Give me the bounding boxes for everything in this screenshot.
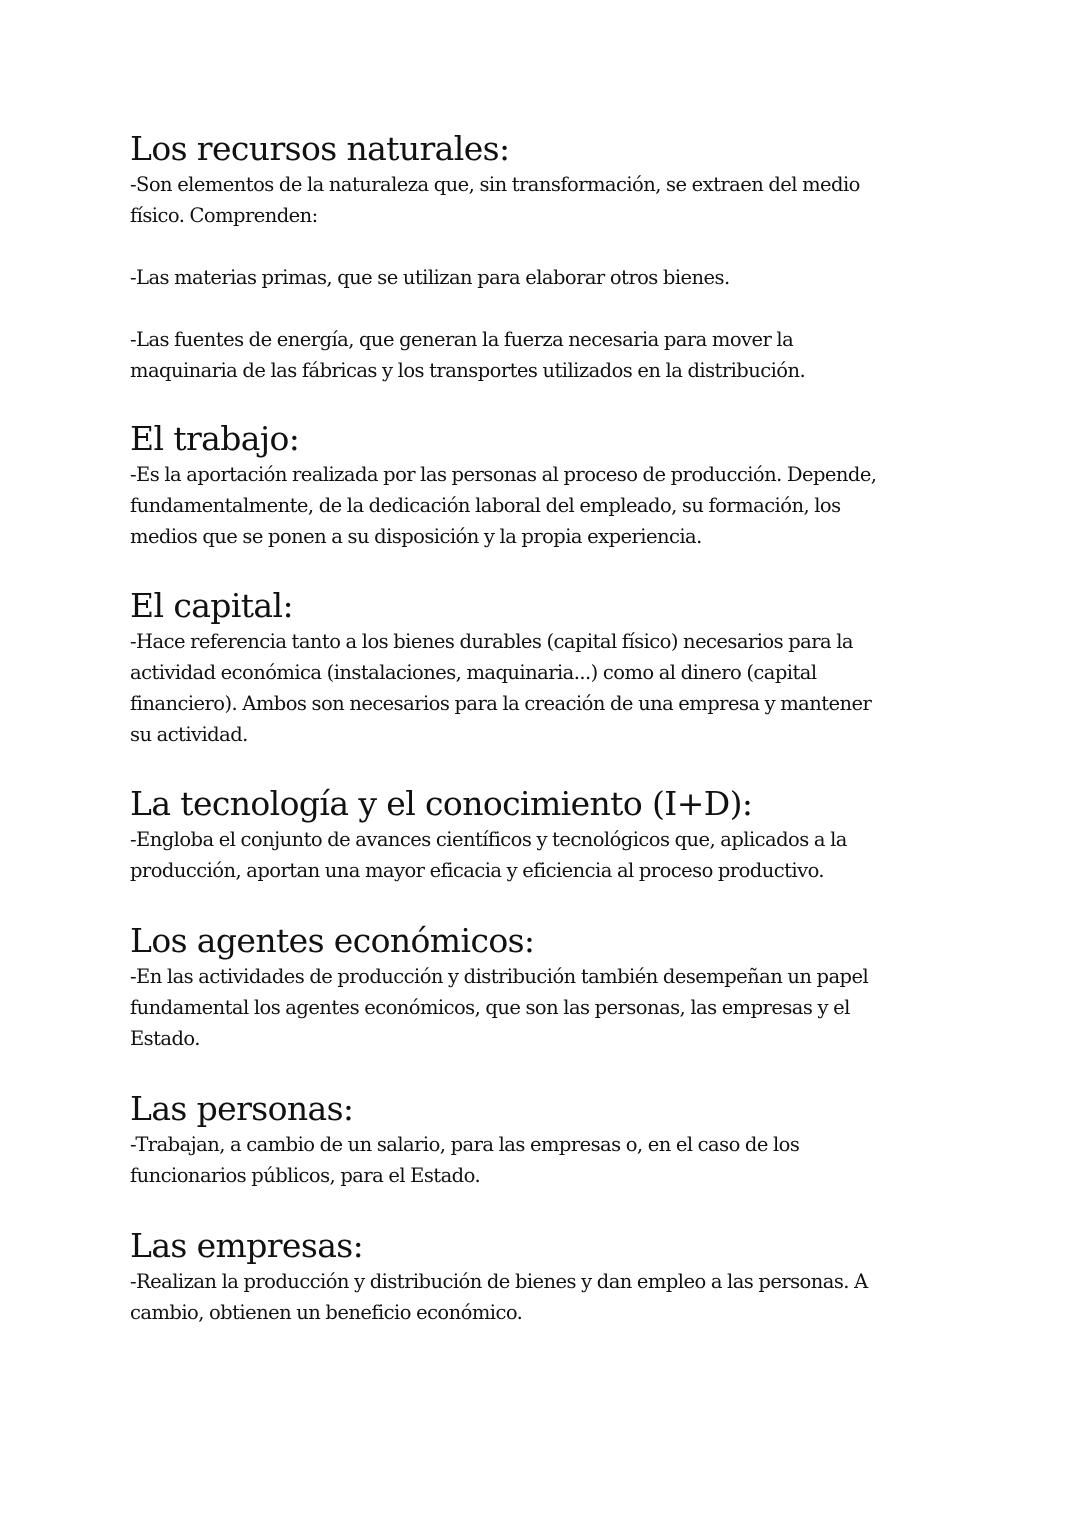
text-line: su actividad.: [130, 723, 248, 746]
paragraph: [130, 1129, 950, 1191]
section-heading: El trabajo:: [130, 419, 300, 458]
section-heading: Los recursos naturales:: [130, 129, 510, 168]
text-line: actividad económica (instalaciones, maquinaria...) como al dinero (capital: [130, 661, 817, 684]
section-agentes-economicos: [130, 921, 950, 1054]
paragraph: [130, 324, 950, 386]
text-line: medios que se ponen a su disposición y la propia experiencia.: [130, 525, 702, 548]
paragraph: [130, 169, 950, 231]
text-line: -Trabajan, a cambio de un salario, para las empresas o, en el caso de los: [130, 1133, 800, 1156]
text-line: -Son elementos de la naturaleza que, sin transformación, se extraen del medio: [130, 173, 860, 196]
section-heading: Los agentes económicos:: [130, 921, 535, 960]
text-line: -Hace referencia tanto a los bienes durables (capital físico) necesarios para la: [130, 630, 853, 653]
text-line: fundamental los agentes económicos, que son las personas, las empresas y el: [130, 996, 850, 1019]
text-line: -En las actividades de producción y distribución también desempeñan un papel: [130, 965, 869, 988]
section-personas: [130, 1089, 950, 1191]
text-line: -Las materias primas, que se utilizan para elaborar otros bienes.: [130, 266, 730, 289]
text-line: fundamentalmente, de la dedicación laboral del empleado, su formación, los: [130, 494, 841, 517]
text-line: -Es la aportación realizada por las personas al proceso de producción. Depende,: [130, 463, 877, 486]
paragraph: [130, 1266, 950, 1328]
paragraph: [130, 626, 950, 750]
text-line: -Realizan la producción y distribución de bienes y dan empleo a las personas. A: [130, 1270, 868, 1293]
text-line: funcionarios públicos, para el Estado.: [130, 1164, 481, 1187]
paragraph: [130, 459, 950, 552]
section-empresas: [130, 1226, 950, 1328]
section-trabajo: [130, 419, 950, 552]
text-line: Estado.: [130, 1027, 200, 1050]
text-line: -Las fuentes de energía, que generan la fuerza necesaria para mover la: [130, 328, 794, 351]
section-heading: Las empresas:: [130, 1226, 364, 1265]
text-line: físico. Comprenden:: [130, 204, 318, 227]
text-line: cambio, obtienen un beneficio económico.: [130, 1301, 523, 1324]
section-heading: La tecnología y el conocimiento (I+D):: [130, 784, 753, 823]
paragraph: [130, 961, 950, 1054]
text-line: producción, aportan una mayor eficacia y eficiencia al proceso productivo.: [130, 859, 825, 882]
text-line: maquinaria de las fábricas y los transportes utilizados en la distribución.: [130, 359, 806, 382]
section-capital: [130, 586, 950, 750]
section-heading: El capital:: [130, 586, 293, 625]
text-line: financiero). Ambos son necesarios para la creación de una empresa y mantener: [130, 692, 872, 715]
text-line: -Engloba el conjunto de avances científicos y tecnológicos que, aplicados a la: [130, 828, 847, 851]
section-recursos-naturales: [130, 129, 950, 386]
section-heading: Las personas:: [130, 1089, 354, 1128]
section-tecnologia-conocimiento: [130, 784, 950, 886]
paragraph: [130, 824, 950, 886]
paragraph: [130, 262, 950, 293]
